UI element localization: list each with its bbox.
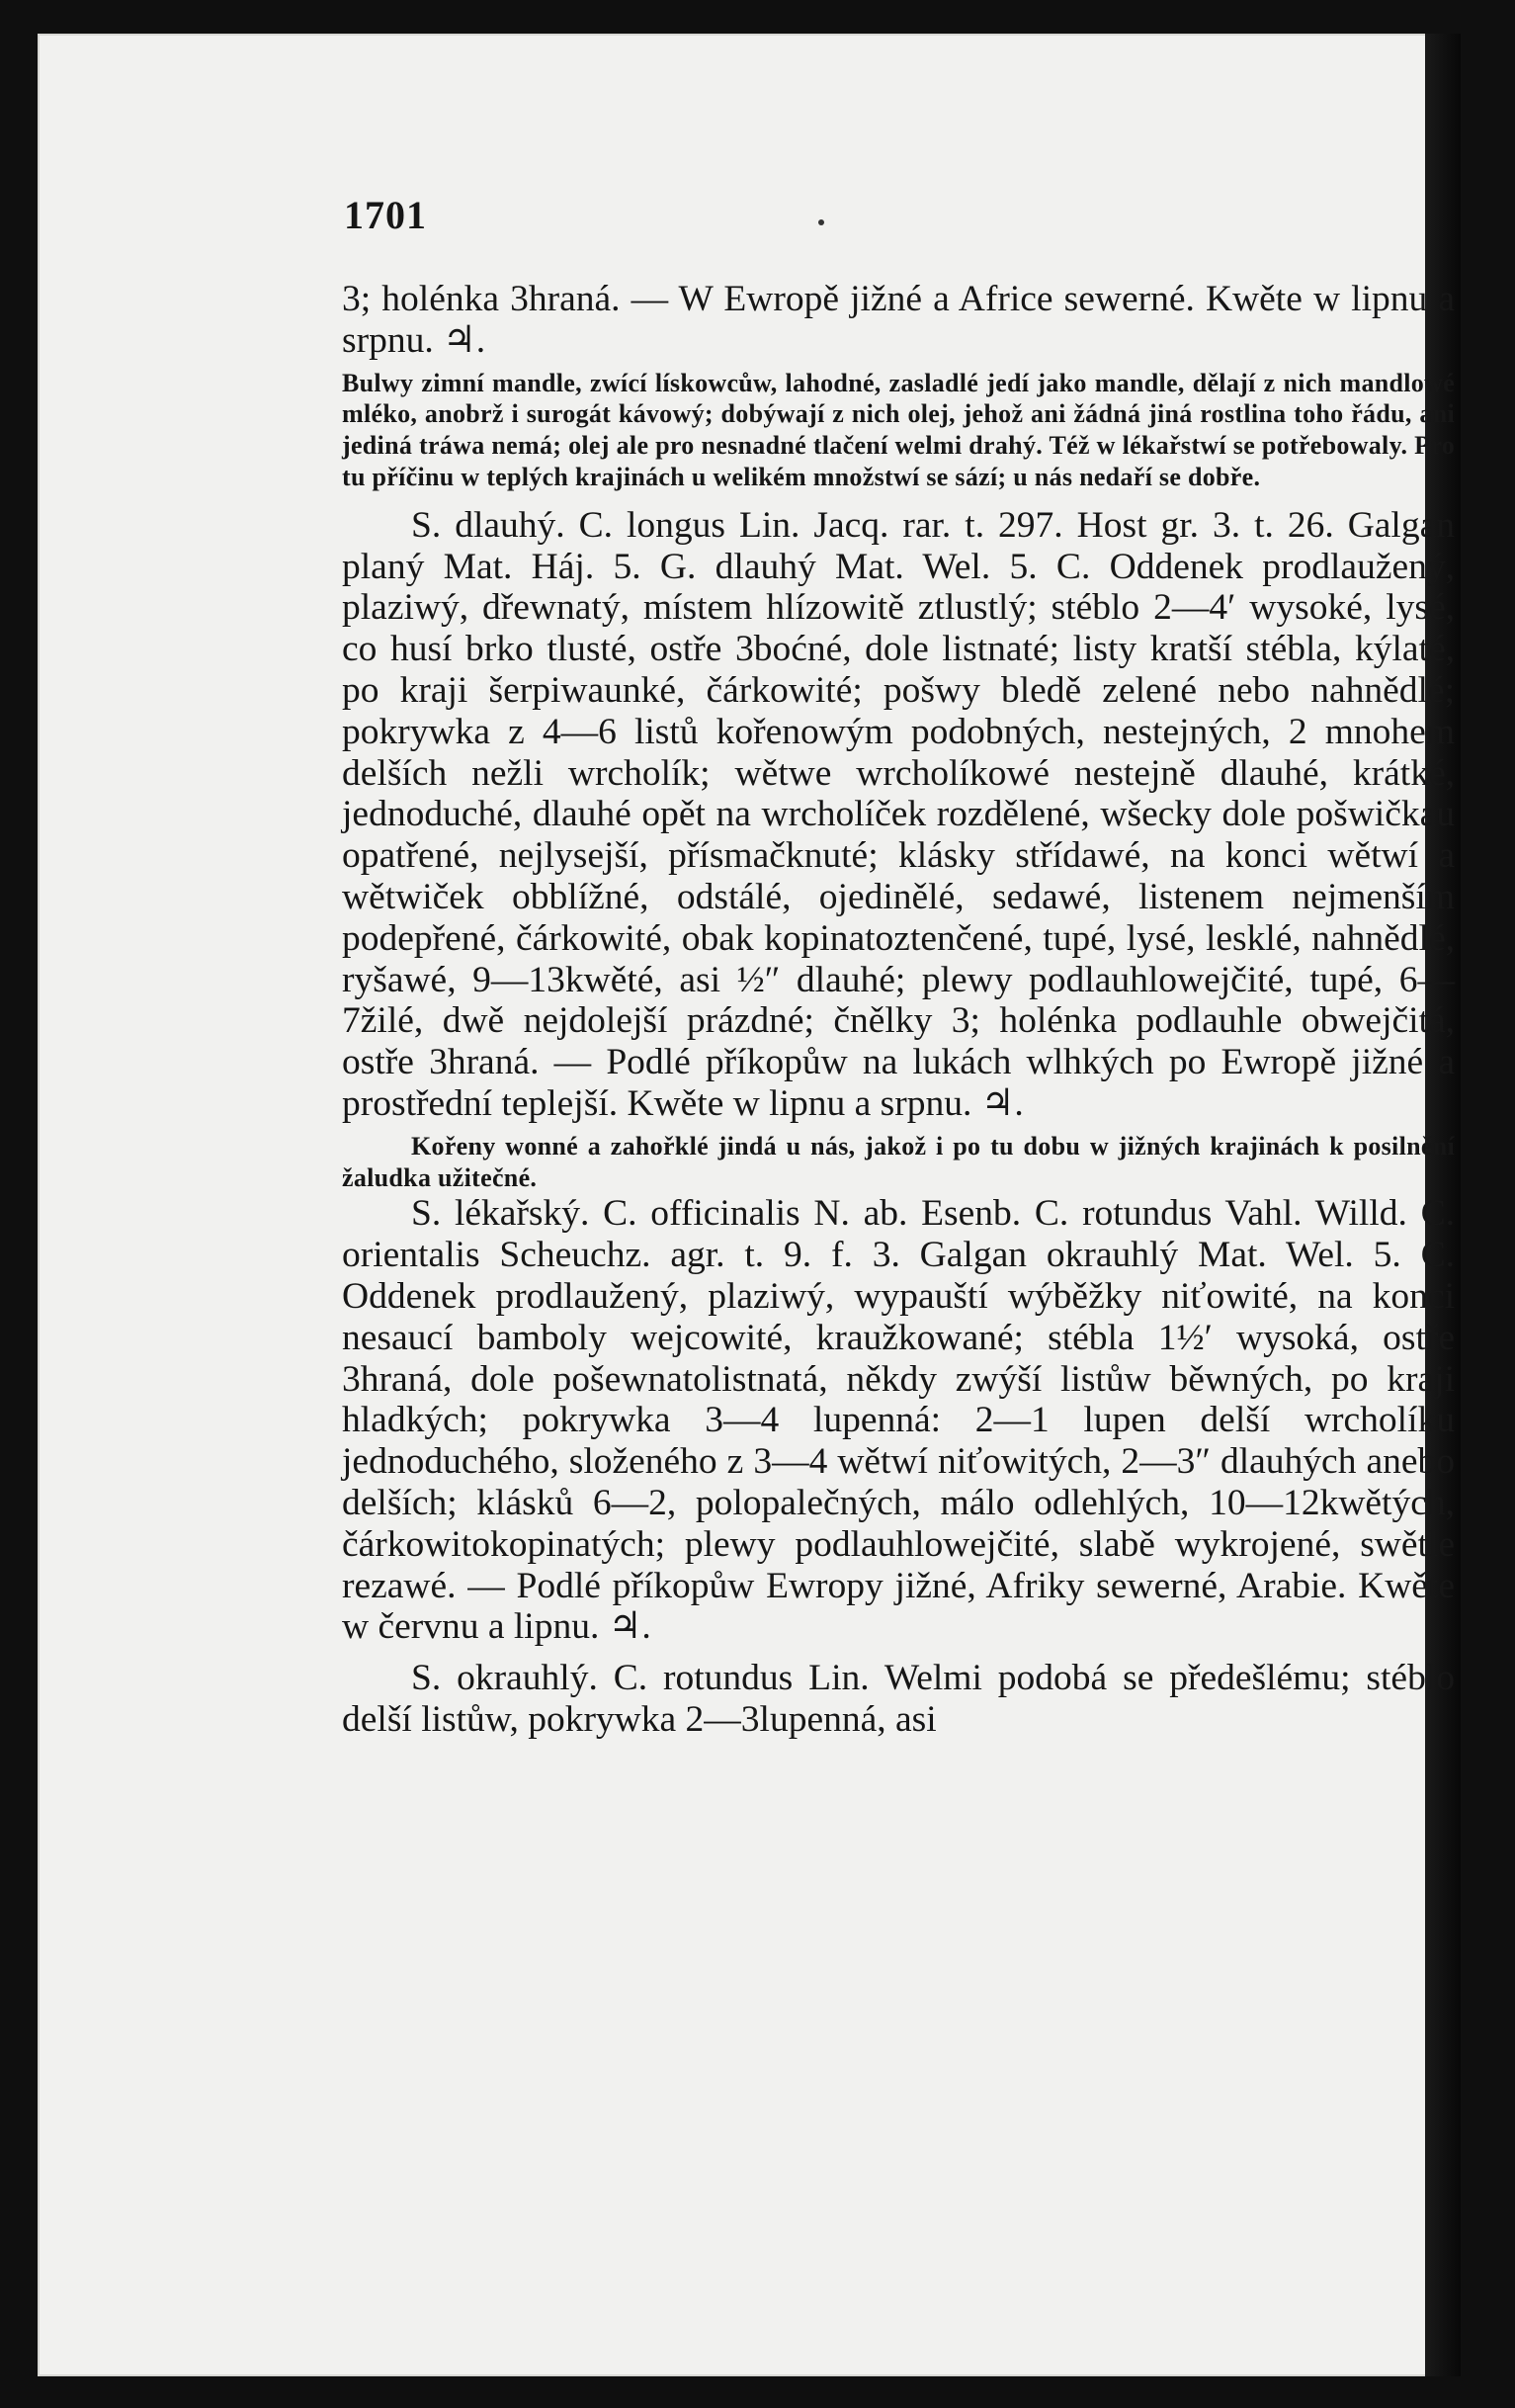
paragraph-dlauhy: S. dlauhý. C. longus Lin. Jacq. rar. t. 297. Host gr. 3. t. 26. Galgan planý Mat. Háj. 5. G. dlauhý Mat. Wel. 5. C. Oddenek prodlaužený, plaziwý, dřewnatý, místem hlízowitě ztlustlý; stéblo 2—4′ wysoké, lysé, co husí brko tlusté, ostře 3boćné, dole listnaté; listy kratší stébla, kýlaté, po kraji šerpiwaunké, čárkowité; pošwy bledě zelené nebo nahnědlé; pokrywka z 4—6 listů kořenowým podobných, nestejných, 2 mnohem delších nežli wrcholík; wětwe wrcholíkowé nestejně dlauhé, krátké, jednoduché, dlauhé opět na wrcholíček rozdělené, wšecky dole pošwičkau opatřené, nejlysejší, přísmačknuté; klásky střídawé, na konci wětwí a wětwiček obblížné, odstálé, ojedinělé, sedawé, listenem nejmenším podepřené, čárkowité, obak kopinatoztenčené, tupé, lysé, lesklé, nahnědlé, ryšawé, 9—13kwěté, asi ½″ dlauhé; plewy podlauhlowejčité, tupé, 6—7žilé, dwě nejdolejší prázdné; čnělky 3; holénka podlauhle obwejčitá, ostře 3hraná. — Podlé příkopůw na lukách wlhkých po Ewropě jižné a prostřední teplejší. Kwěte w lipnu a srpnu. ♃. — [342, 504, 1455, 1124]
paragraph-okrauhly: S. okrauhlý. C. rotundus Lin. Welmi podobá se předešlému; stéblo delší listůw, pokrywka 2—3lupenná, asi — [342, 1658, 1455, 1740]
text-column — [342, 279, 1455, 1741]
note-zimni-mandle: Bulwy zimní mandle, zwící lískowcůw, lahodné, zasladlé jedí jako mandle, dělají z nich mandlowé mléko, anobrž i surogát kávowý; dobýwají z nich olej, jehož ani žádná jiná rostlina toho řádu, ani jediná tráwa nemá; olej ale pro nesnadné tlačení welmi drahý. Též w lékařstwí se potřebowaly. Pro tu příčinu w teplých krajinách u welikém množstwí se sází; u nás nedaří se dobře. — [342, 368, 1455, 491]
paragraph-end-previous: 3; holénka 3hraná. — W Ewropě jižné a Africe sewerné. Kwěte w lipnu a srpnu. ♃. — [342, 279, 1455, 361]
page-number: 1701 — [344, 193, 427, 237]
note-koreny: Kořeny wonné a zahořklé jindá u nás, jakož i po tu dobu w jižných krajinách k posilnění žaludka užitečné. — [342, 1131, 1455, 1192]
book-page — [38, 34, 1461, 2376]
print-speck — [818, 219, 824, 225]
paragraph-lekarsky: S. lékařský. C. officinalis N. ab. Esenb. C. rotundus Vahl. Willd. C. orientalis Scheuchz. agr. t. 9. f. 3. Galgan okrauhlý Mat. Wel. 5. C. Oddenek prodlaužený, plaziwý, wypauští wýběžky niťowité, na konci nesaucí bamboly wejcowité, kraužkowané; stébla 1½′ wysoká, ostře 3hraná, dole pošewnatolistnatá, někdy zwýší listůw běwných, po kraji hladkých; pokrywka 3—4 lupenná: 2—1 lupen delší wrcholíku jednoduchého, složeného z 3—4 wětwí niťowitých, 2—3″ dlauhých anebo delších; klásků 6—2, polopalečných, málo odlehlých, 10—12kwětých, čárkowitokopinatých; plewy podlauhlowejčité, slabě wykrojené, swětle rezawé. — Podlé příkopůw Ewropy jižné, Afriky sewerné, Arabie. Kwěte w červnu a lipnu. ♃. — [342, 1193, 1455, 1648]
